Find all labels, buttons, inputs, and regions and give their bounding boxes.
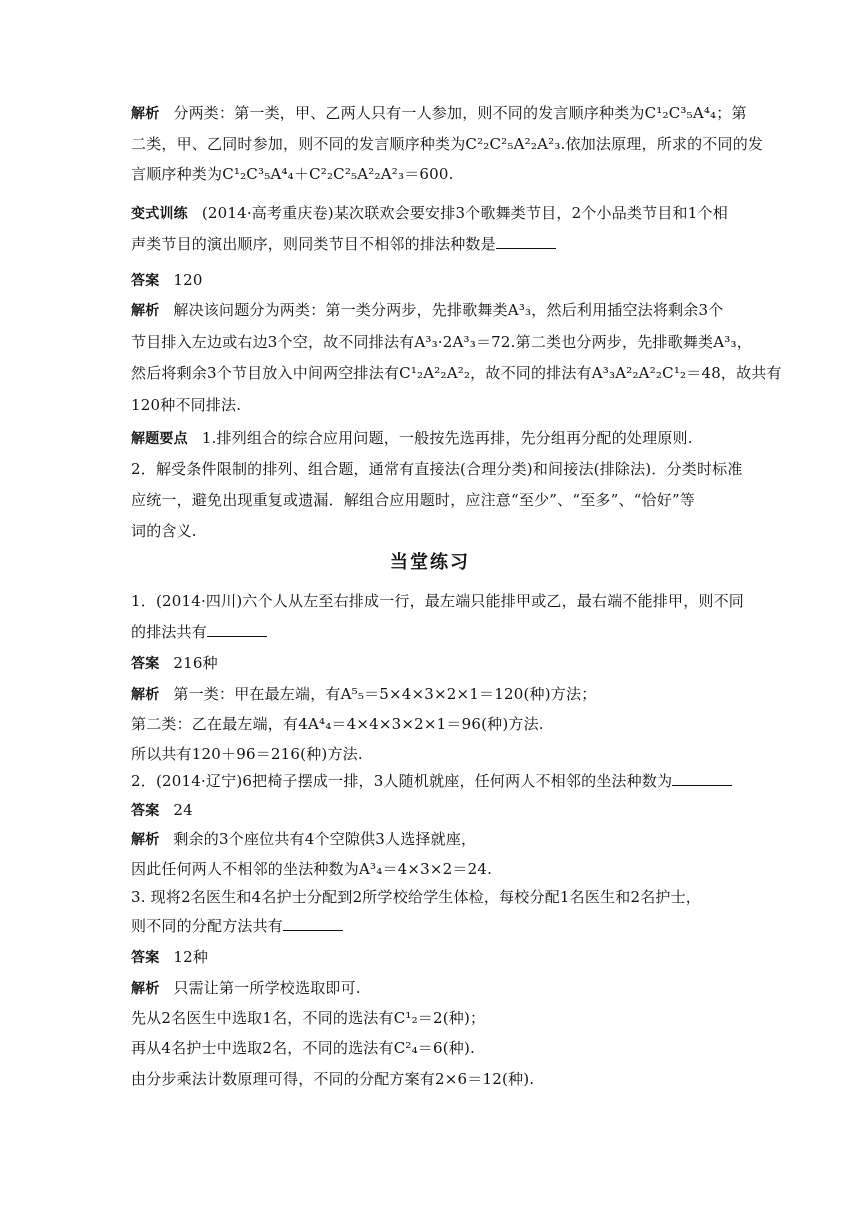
line-text: 词的含义.	[131, 522, 197, 540]
line-label: 解题要点	[131, 431, 188, 447]
line-label: 解析	[131, 981, 160, 997]
text-line	[131, 1069, 731, 1089]
line-text: 2．(2014·辽宁)6把椅子摆成一排，3人随机就座，任何两人不相邻的坐法种数为	[131, 772, 673, 790]
line-text: 24	[173, 801, 193, 819]
line-text: 由分步乘法计数原理可得，不同的分配方案有2×6＝12(种).	[131, 1070, 535, 1088]
text-line	[131, 978, 731, 999]
line-label: 答案	[131, 950, 160, 966]
line-text: (2014·高考重庆卷)某次联欢会要安排3个歌舞类节目，2个小品类节目和1个相	[201, 204, 728, 222]
text-line	[131, 947, 731, 968]
line-text: 则不同的分配方法共有	[131, 917, 284, 935]
text-line	[131, 800, 731, 821]
line-text: 因此任何两人不相邻的坐法种数为A³₄＝4×3×2＝24.	[131, 860, 493, 878]
line-text: 第二类：乙在最左端，有4A⁴₄＝4×4×3×2×1＝96(种)方法.	[131, 715, 544, 733]
answer-blank	[496, 234, 556, 249]
text-line	[131, 203, 731, 224]
text-line	[131, 714, 731, 734]
line-text: 第一类：甲在最左端，有A⁵₅＝5×4×3×2×1＝120(种)方法；	[173, 685, 597, 703]
line-text: 二类，甲、乙同时参加，则不同的发言顺序种类为C²₂C²₅A²₂A²₃.依加法原理，所求的不同的发	[131, 135, 764, 153]
line-text: 应统一，避免出现重复或遗漏．解组合应用题时，应注意“至少”、“至多”、“恰好”等	[131, 491, 696, 509]
line-label: 解析	[131, 303, 160, 319]
line-text: 声类节目的演出顺序，则同类节目不相邻的排法种数是	[131, 235, 496, 253]
text-line	[131, 859, 731, 879]
line-label: 答案	[131, 273, 160, 289]
text-line	[131, 459, 743, 479]
text-line	[131, 363, 782, 383]
text-line	[131, 771, 731, 791]
line-text: 3. 现将2名医生和4名护士分配到2所学校给学生体检，每校分配1名医生和2名护士，	[131, 888, 702, 906]
line-label: 解析	[131, 687, 160, 703]
line-text: 2．解受条件限制的排列、组合题，通常有直接法(合理分类)和间接法(排除法)．分类时标准	[131, 460, 743, 478]
line-text: 120种不同排法.	[131, 396, 242, 414]
line-label: 解析	[131, 106, 160, 122]
line-text: 然后将剩余3个节目放入中间两空排法有C¹₂A²₂A²₂，故不同的排法有A³₃A²₂A²₂C¹₂＝48，故共有	[131, 364, 782, 382]
text-line	[131, 829, 731, 850]
line-label: 解析	[131, 832, 160, 848]
line-text: 节目排入左边或右边3个空，故不同排法有A³₃·2A³₃＝72.第二类也分两步，先排歌舞类A³₃，	[131, 333, 752, 351]
text-line	[131, 164, 731, 184]
line-text: 先从2名医生中选取1名，不同的选法有C¹₂＝2(种)；	[131, 1009, 486, 1027]
answer-blank	[672, 771, 732, 786]
text-line	[131, 300, 731, 321]
text-line	[131, 591, 744, 611]
line-text: 言顺序种类为C¹₂C³₅A⁴₄＋C²₂C²₅A²₂A²₃＝600.	[131, 165, 454, 183]
text-line	[131, 395, 731, 415]
line-text: 解决该问题分为两类：第一类分两步，先排歌舞类A³₃，然后利用插空法将剩余3个	[173, 301, 724, 319]
text-line	[131, 270, 731, 291]
line-text: 1．(2014·四川)六个人从左至右排成一行，最左端只能排甲或乙，最右端不能排甲，则不同	[131, 592, 744, 610]
text-line	[131, 490, 731, 510]
text-line	[131, 916, 731, 936]
text-line	[131, 887, 731, 907]
line-text: 剩余的3个座位共有4个空隙供3人选择就座，	[173, 830, 477, 848]
line-text: 12种	[173, 948, 209, 966]
text-line	[131, 234, 731, 254]
text-line	[131, 1038, 731, 1058]
line-text: 216种	[173, 654, 218, 672]
answer-blank	[207, 622, 267, 637]
text-line	[131, 744, 731, 764]
line-text: 只需让第一所学校选取即可.	[173, 979, 361, 997]
text-line	[131, 428, 731, 449]
line-label: 答案	[131, 803, 160, 819]
text-line	[131, 653, 731, 674]
section-heading: 当堂练习	[390, 552, 470, 573]
line-text: 1.排列组合的综合应用问题，一般按先选再排，先分组再分配的处理原则.	[201, 429, 693, 447]
line-label: 变式训练	[131, 206, 188, 222]
text-line	[131, 103, 747, 124]
line-text: 再从4名护士中选取2名，不同的选法有C²₄＝6(种).	[131, 1039, 476, 1057]
text-line	[131, 332, 752, 352]
text-line	[131, 521, 731, 541]
text-line	[131, 134, 764, 154]
line-text: 所以共有120＋96＝216(种)方法.	[131, 745, 363, 763]
line-label: 答案	[131, 656, 160, 672]
line-text: 分两类：第一类，甲、乙两人只有一人参加，则不同的发言顺序种类为C¹₂C³₅A⁴₄；第	[173, 104, 747, 122]
line-text: 的排法共有	[131, 623, 208, 641]
answer-blank	[283, 916, 343, 931]
text-line	[131, 622, 731, 642]
text-line	[131, 684, 731, 705]
text-line	[131, 1008, 731, 1028]
line-text: 120	[173, 271, 203, 289]
